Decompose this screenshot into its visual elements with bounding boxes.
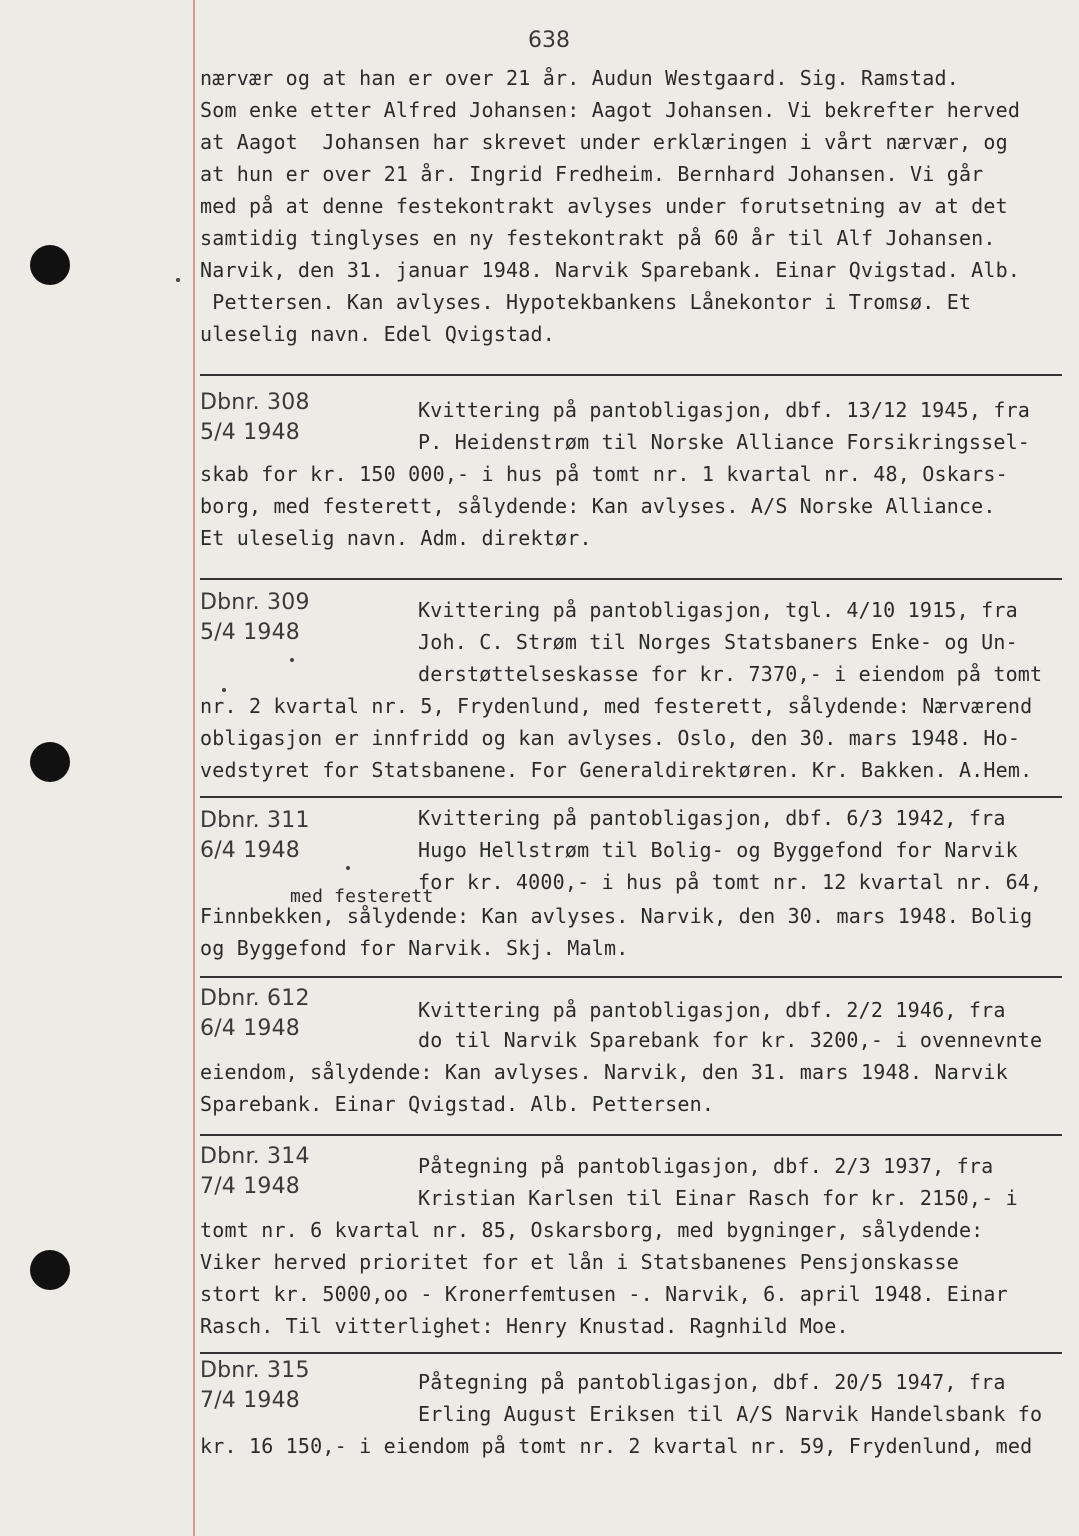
entry-line: borg, med festerett, sålydende: Kan avlyses. A/S Norske Alliance. <box>200 494 996 518</box>
entry-line: Rasch. Til vitterlighet: Henry Knustad. Ragnhild Moe. <box>200 1314 849 1338</box>
entry-date: 7/4 1948 <box>200 1388 300 1413</box>
entry-line: vedstyret for Statsbanene. For Generaldirektøren. Kr. Bakken. A.Hem. <box>200 758 1033 782</box>
page-number: 638 <box>528 28 570 53</box>
entry-number: Dbnr. 314 <box>200 1144 310 1169</box>
entry-line: Kristian Karlsen til Einar Rasch for kr. 2150,- i <box>418 1186 1018 1210</box>
entry-line: Kvittering på pantobligasjon, dbf. 13/12 1945, fra <box>418 398 1031 422</box>
intro-line: samtidig tinglyses en ny festekontrakt på 60 år til Alf Johansen. <box>200 226 996 250</box>
entry-line: stort kr. 5000,oo - Kronerfemtusen -. Narvik, 6. april 1948. Einar <box>200 1282 1008 1306</box>
entry-line: Kvittering på pantobligasjon, dbf. 6/3 1942, fra <box>418 806 1006 830</box>
entry-line: tomt nr. 6 kvartal nr. 85, Oskarsborg, med bygninger, sålydende: <box>200 1218 984 1242</box>
entry-number: Dbnr. 311 <box>200 808 310 833</box>
entry-line: Et uleselig navn. Adm. direktør. <box>200 526 592 550</box>
ink-dot <box>346 866 350 870</box>
entry-date: 5/4 1948 <box>200 420 300 445</box>
entry-line: Påtegning på pantobligasjon, dbf. 2/3 1937, fra <box>418 1154 994 1178</box>
entry-line: P. Heidenstrøm til Norske Alliance Forsikringssel- <box>418 430 1031 454</box>
punch-hole-icon <box>30 1250 70 1290</box>
entry-line: kr. 16 150,- i eiendom på tomt nr. 2 kvartal nr. 59, Frydenlund, med <box>200 1434 1033 1458</box>
intro-line: med på at denne festekontrakt avlyses under forutsetning av at det <box>200 194 1008 218</box>
entry-number: Dbnr. 309 <box>200 590 310 615</box>
intro-line: Narvik, den 31. januar 1948. Narvik Sparebank. Einar Qvigstad. Alb. <box>200 258 1021 282</box>
entry-date: 7/4 1948 <box>200 1174 300 1199</box>
entry-line: obligasjon er innfridd og kan avlyses. Oslo, den 30. mars 1948. Ho- <box>200 726 1021 750</box>
entry-number: Dbnr. 315 <box>200 1358 310 1383</box>
ink-dot <box>176 278 180 282</box>
entry-number: Dbnr. 612 <box>200 986 310 1011</box>
entry-divider <box>200 374 1062 376</box>
entry-line: do til Narvik Sparebank for kr. 3200,- i ovennevnte <box>418 1028 1043 1052</box>
entry-line: Kvittering på pantobligasjon, dbf. 2/2 1946, fra <box>418 998 1006 1022</box>
entry-divider <box>200 1134 1062 1136</box>
entry-date: 5/4 1948 <box>200 620 300 645</box>
entry-line: Kvittering på pantobligasjon, tgl. 4/10 1915, fra <box>418 598 1018 622</box>
entry-date: 6/4 1948 <box>200 1016 300 1041</box>
entry-line: nr. 2 kvartal nr. 5, Frydenlund, med festerett, sålydende: Nærværend <box>200 694 1033 718</box>
entry-line: derstøttelseskasse for kr. 7370,- i eiendom på tomt <box>418 662 1043 686</box>
entry-line: Påtegning på pantobligasjon, dbf. 20/5 1947, fra <box>418 1370 1006 1394</box>
intro-line: at hun er over 21 år. Ingrid Fredheim. Bernhard Johansen. Vi går <box>200 162 984 186</box>
intro-line: Som enke etter Alfred Johansen: Aagot Johansen. Vi bekrefter herved <box>200 98 1021 122</box>
entry-line: Viker herved prioritet for et lån i Statsbanenes Pensjonskasse <box>200 1250 959 1274</box>
punch-hole-icon <box>30 742 70 782</box>
entry-line: eiendom, sålydende: Kan avlyses. Narvik, den 31. mars 1948. Narvik <box>200 1060 1008 1084</box>
intro-line: uleselig navn. Edel Qvigstad. <box>200 322 555 346</box>
entry-number: Dbnr. 308 <box>200 390 310 415</box>
ink-dot <box>222 688 226 692</box>
intro-line: at Aagot Johansen har skrevet under erklæringen i vårt nærvær, og <box>200 130 1008 154</box>
ink-dot <box>290 658 294 662</box>
entry-divider <box>200 796 1062 798</box>
intro-line: Pettersen. Kan avlyses. Hypotekbankens Lånekontor i Tromsø. Et <box>200 290 972 314</box>
entry-line: skab for kr. 150 000,- i hus på tomt nr. 1 kvartal nr. 48, Oskars- <box>200 462 1008 486</box>
margin-rule <box>193 0 195 1536</box>
entry-line: Finnbekken, sålydende: Kan avlyses. Narvik, den 30. mars 1948. Bolig <box>200 904 1033 928</box>
entry-line: Joh. C. Strøm til Norges Statsbaners Enke- og Un- <box>418 630 1018 654</box>
entry-divider <box>200 976 1062 978</box>
entry-divider <box>200 1352 1062 1354</box>
entry-line: Erling August Eriksen til A/S Narvik Handelsbank fo <box>418 1402 1043 1426</box>
entry-line: Sparebank. Einar Qvigstad. Alb. Pettersen. <box>200 1092 715 1116</box>
entry-line: Hugo Hellstrøm til Bolig- og Byggefond for Narvik <box>418 838 1018 862</box>
entry-divider <box>200 578 1062 580</box>
entry-insertion: med festerett <box>290 886 434 907</box>
entry-line: og Byggefond for Narvik. Skj. Malm. <box>200 936 629 960</box>
intro-line: nærvær og at han er over 21 år. Audun Westgaard. Sig. Ramstad. <box>200 66 959 90</box>
entry-date: 6/4 1948 <box>200 838 300 863</box>
entry-line: for kr. 4000,- i hus på tomt nr. 12 kvartal nr. 64, <box>418 870 1043 894</box>
punch-hole-icon <box>30 245 70 285</box>
